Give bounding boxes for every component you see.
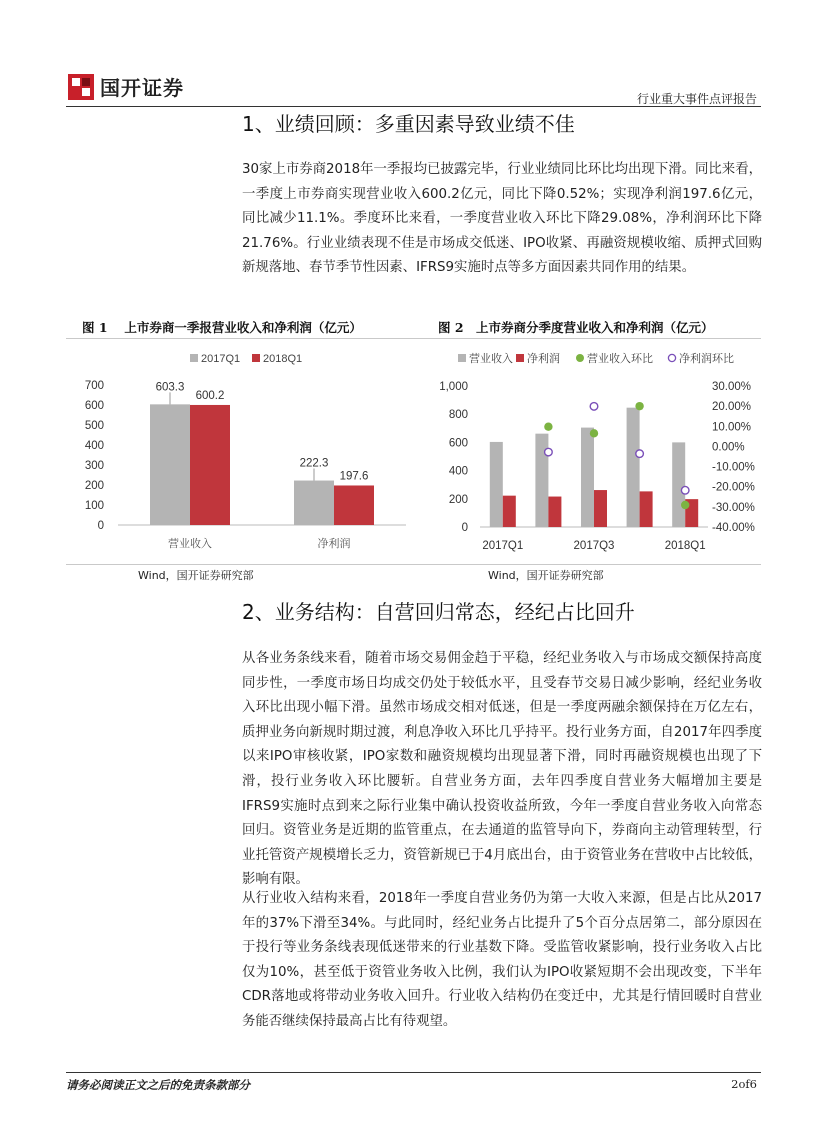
- x-tick-label-2017Q3: 2017Q3: [573, 540, 615, 552]
- figure2-caption: 图 2 上市券商分季度营业收入和净利润（亿元）: [438, 320, 714, 335]
- report-type: 行业重大事件点评报告: [636, 92, 757, 106]
- bar-营业收入-2018Q1: [672, 442, 685, 527]
- y-left-tick-label: 1,000: [439, 381, 468, 393]
- bar-净利润-2017Q2: [548, 497, 561, 527]
- data-label-2018Q1-营业收入: 600.2: [195, 389, 225, 402]
- legend-label-营业收入环比: 营业收入环比: [587, 353, 653, 365]
- section1-title: 1、业绩回顾：多重因素导致业绩不佳: [242, 112, 575, 136]
- figure2-source: Wind，国开证券研究部: [488, 569, 604, 582]
- legend-swatch-营业收入: [458, 354, 466, 362]
- y-right-tick-label: 10.00%: [712, 421, 752, 434]
- section2-paragraph2: 从行业收入结构来看，2018年一季度自营业务仍为第一大收入来源，但是占比从2017年的37%下滑至34%。与此同时，经纪业务占比提升了5个百分点居第二，部分原因在于投行等业务条线表现低迷带来的行业基数下降。受监管收紧影响，投行业务收入占比仅为10%，甚至低于资管业务收入比例，我们认为IPO收紧短期不会出现改变，下半年CDR落地或将带动业务收入回升。行业收入结构仍在变迁中，尤其是行情回暖时自营业务能否继续保持最高占比有待观望。: [242, 891, 762, 1029]
- y-tick-label: 400: [84, 440, 104, 452]
- section2-paragraph1: 从各业务条线来看，随着市场交易佣金趋于平稳，经纪业务收入与市场成交额保持高度同步性，一季度市场日均成交仍处于较低水平，且受春节交易日减少影响，经纪业务收入环比出现小幅下滑。虽然市场成交相对低迷，但是一季度两融余额保持在万亿左右，质押业务向新规时期过渡，利息净收入环比几乎持平。投行业务方面，自2017年四季度以来IPO审核收紧，IPO家数和融资规模均出现显著下滑，同时再融资规模也出现了下滑，投行业务收入环比腰斩。自营业务方面，去年四季度自营业务大幅增加主要是IFRS9实施时点到来之际行业集中确认投资收益所致，今年一季度自营业务收入向常态回归。资管业务是近期的监管重点，在去通道的监管导向下，券商向主动管理转型，行业托管资产规模增长乏力，资管新规已于4月底出台，由于资管业务在营收中占比较低，影响有限。: [242, 651, 762, 888]
- figure1-source: Wind，国开证券研究部: [138, 569, 254, 582]
- legend-swatch-净利润: [516, 354, 524, 362]
- chart2-quarterly-revenue-profit: [428, 340, 768, 562]
- y-tick-label: 200: [84, 480, 104, 492]
- point-营业收入环比-2017Q2: [544, 422, 552, 430]
- x-tick-label-2018Q1: 2018Q1: [664, 540, 706, 552]
- y-tick-label: 700: [84, 380, 104, 392]
- legend-label-净利润: 净利润: [527, 353, 560, 365]
- y-left-tick-label: 400: [448, 465, 468, 478]
- legend-label-营业收入: 营业收入: [469, 353, 513, 365]
- legend-label-净利润环比: 净利润环比: [679, 353, 734, 365]
- bar-净利润-2017Q3: [594, 490, 607, 527]
- bar-2018Q1-净利润: [334, 485, 374, 525]
- point-营业收入环比-2018Q1: [681, 501, 689, 509]
- footer-divider: [66, 1072, 761, 1073]
- bar-2017Q1-净利润: [294, 481, 334, 525]
- y-right-tick-label: -40.00%: [712, 522, 755, 534]
- legend-swatch-2018Q1: [252, 354, 260, 362]
- y-left-tick-label: 800: [448, 409, 468, 422]
- point-净利润环比-2017Q3: [590, 403, 598, 411]
- bar-净利润-2017Q1: [503, 496, 516, 527]
- y-right-tick-label: -30.00%: [712, 501, 755, 514]
- point-净利润环比-2017Q4: [636, 450, 644, 458]
- figure1-caption: 图 1 上市券商一季报营业收入和净利润（亿元）: [82, 320, 362, 335]
- figure-top-divider: [66, 338, 761, 339]
- point-营业收入环比-2017Q4: [635, 402, 643, 410]
- point-营业收入环比-2017Q3: [590, 429, 598, 437]
- y-right-tick-label: 30.00%: [712, 381, 752, 393]
- x-tick-label-净利润: 净利润: [317, 538, 351, 550]
- y-left-tick-label: 600: [448, 437, 468, 450]
- bar-营业收入-2017Q2: [535, 434, 548, 527]
- legend-swatch-净利润环比: [668, 354, 675, 361]
- header-divider: [66, 106, 761, 107]
- page-number: 2of6: [731, 1077, 757, 1091]
- section2-title: 2、业务结构：自营回归常态，经纪占比回升: [242, 600, 635, 624]
- y-tick-label: 500: [84, 420, 104, 432]
- bar-营业收入-2017Q3: [581, 428, 594, 527]
- y-right-tick-label: 0.00%: [712, 441, 745, 454]
- legend-swatch-营业收入环比: [576, 354, 584, 362]
- x-tick-label-2017Q1: 2017Q1: [482, 540, 524, 552]
- y-right-tick-label: 20.00%: [712, 401, 752, 414]
- data-label-2018Q1-净利润: 197.6: [339, 470, 369, 483]
- disclaimer-text: 请务必阅读正文之后的免责条款部分: [66, 1078, 250, 1092]
- company-logo-icon: [68, 74, 94, 100]
- bar-2017Q1-营业收入: [150, 404, 190, 525]
- bar-2018Q1-营业收入: [190, 405, 230, 525]
- y-right-tick-label: -10.00%: [712, 461, 755, 474]
- bar-营业收入-2017Q1: [490, 442, 503, 527]
- y-left-tick-label: 0: [461, 522, 468, 534]
- bar-净利润-2017Q4: [640, 491, 653, 527]
- point-净利润环比-2018Q1: [681, 486, 689, 494]
- company-name: 国开证券: [100, 76, 184, 100]
- data-label-2017Q1-营业收入: 603.3: [155, 381, 185, 394]
- y-tick-label: 0: [97, 520, 104, 532]
- y-tick-label: 300: [84, 460, 104, 472]
- y-left-tick-label: 200: [448, 493, 468, 506]
- x-tick-label-营业收入: 营业收入: [168, 538, 212, 550]
- y-tick-label: 600: [84, 400, 104, 412]
- point-净利润环比-2017Q2: [545, 448, 553, 456]
- section1-paragraph: 30家上市券商2018年一季报均已披露完毕，行业业绩同比环比均出现下滑。同比来看，一季度上市券商实现营业收入600.2亿元，同比下降0.52%；实现净利润197.6亿元，同比减少11.1%。季度环比来看，一季度营业收入环比下降29.08%，净利润环比下降21.76%。行业业绩表现不佳是市场成交低迷、IPO收紧、再融资规模收缩、质押式回购新规落地、春节季节性因素、IFRS9实施时点等多方面因素共同作用的结果。: [242, 162, 762, 276]
- chart1-revenue-profit-q1: [66, 340, 426, 562]
- legend-label-2017Q1: 2017Q1: [201, 353, 241, 365]
- legend-label-2018Q1: 2018Q1: [263, 353, 303, 365]
- legend-swatch-2017Q1: [190, 354, 198, 362]
- bar-营业收入-2017Q4: [627, 408, 640, 527]
- data-label-2017Q1-净利润: 222.3: [299, 457, 329, 470]
- y-tick-label: 100: [84, 500, 104, 512]
- y-right-tick-label: -20.00%: [712, 481, 755, 494]
- figure-bottom-divider: [66, 564, 761, 565]
